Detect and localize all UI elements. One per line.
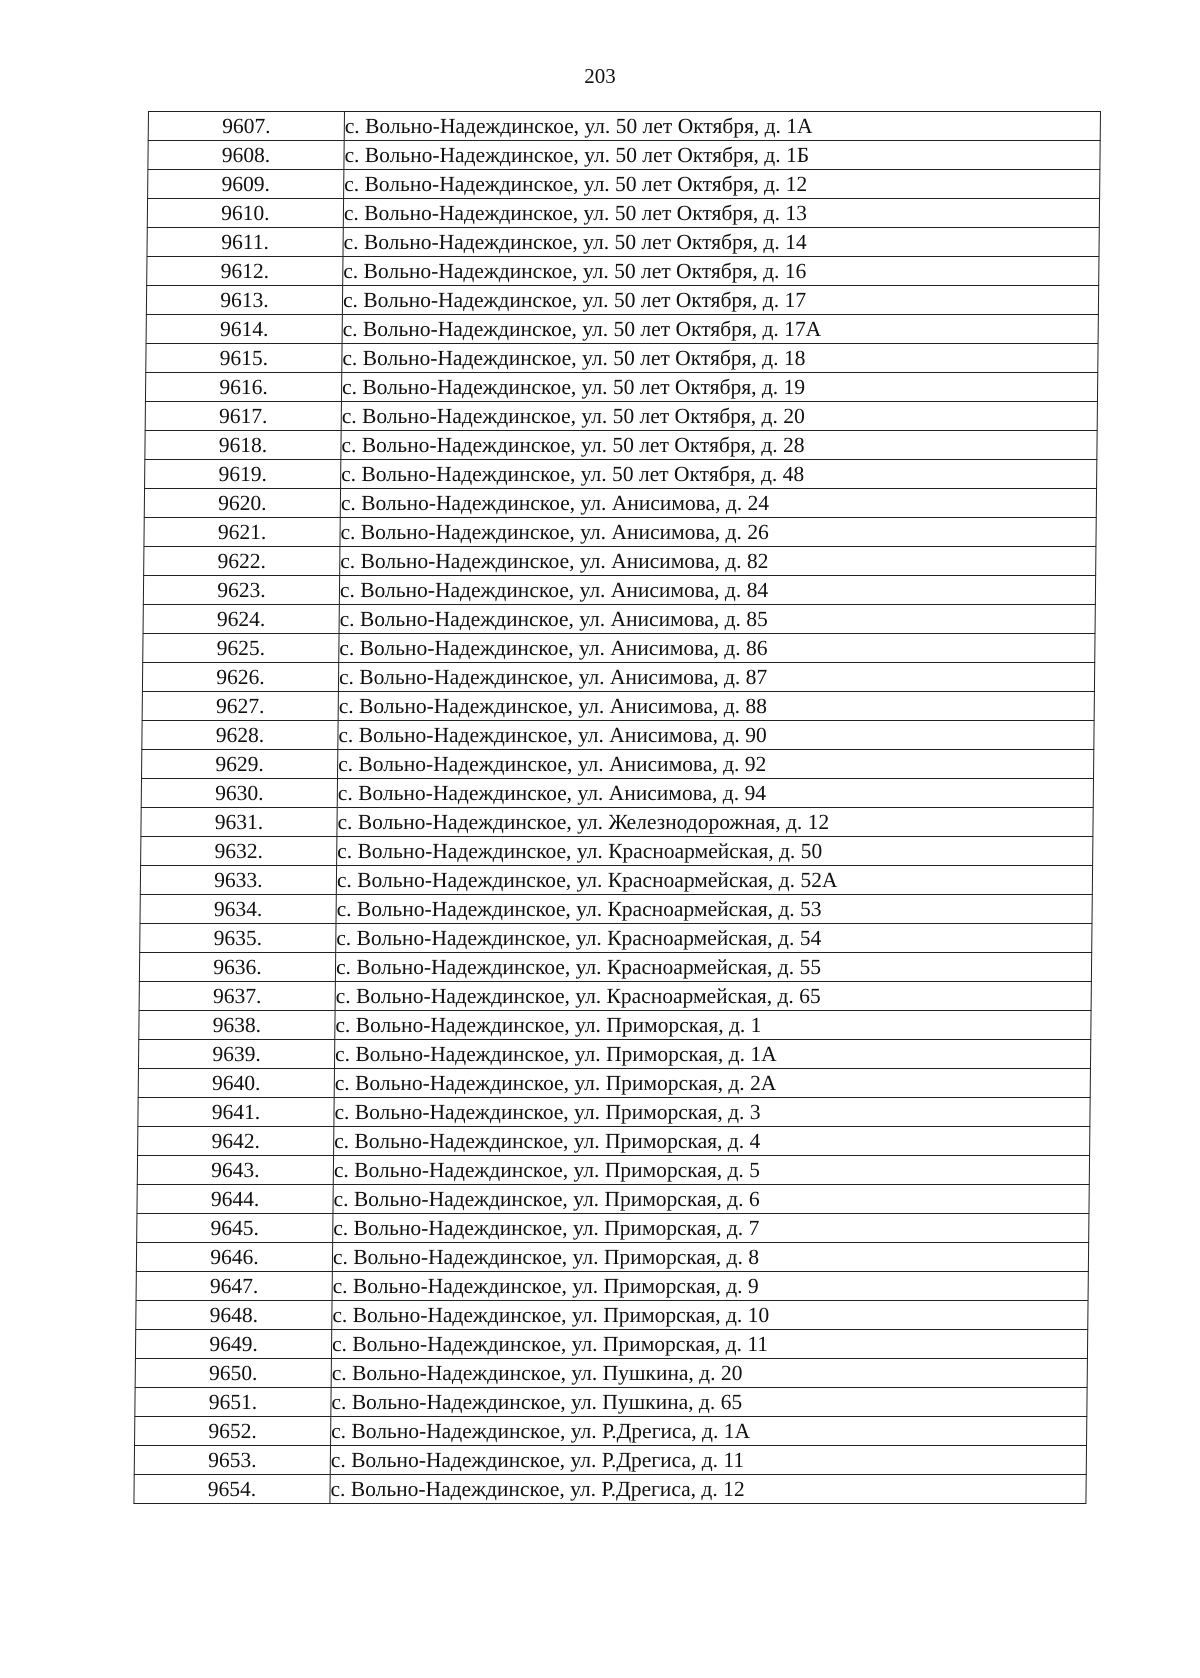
table-row: [146, 286, 1098, 315]
table-row: [144, 547, 1096, 576]
table-row: [142, 721, 1094, 750]
table-row: [135, 1359, 1087, 1388]
row-address: с. Вольно-Надеждинское, ул. Анисимова, д. 82: [340, 547, 1096, 576]
table-row: [135, 1330, 1087, 1359]
row-address: с. Вольно-Надеждинское, ул. 50 лет Октября, д. 17: [342, 286, 1098, 315]
row-number: 9620.: [144, 489, 340, 518]
table-row: [141, 779, 1093, 808]
table-row: [147, 257, 1099, 286]
row-number: 9654.: [134, 1475, 330, 1504]
row-number: 9645.: [137, 1214, 333, 1243]
table-row: [142, 750, 1094, 779]
table-row: [137, 1156, 1089, 1185]
row-address: с. Вольно-Надеждинское, ул. Приморская, д. 4: [334, 1127, 1090, 1156]
row-address: с. Вольно-Надеждинское, ул. Железнодорожная, д. 12: [337, 808, 1093, 837]
row-number: 9623.: [143, 576, 339, 605]
row-address: с. Вольно-Надеждинское, ул. Приморская, д. 7: [333, 1214, 1089, 1243]
row-address: с. Вольно-Надеждинское, ул. Красноармейская, д. 53: [336, 895, 1092, 924]
table-row: [144, 489, 1096, 518]
table-row: [140, 924, 1092, 953]
table-row: [138, 1069, 1090, 1098]
row-number: 9611.: [147, 228, 343, 257]
row-number: 9629.: [142, 750, 338, 779]
row-number: 9634.: [140, 895, 336, 924]
table-row: [135, 1417, 1087, 1446]
row-address: с. Вольно-Надеждинское, ул. Анисимова, д. 86: [339, 634, 1095, 663]
table-row: [140, 866, 1092, 895]
row-address: с. Вольно-Надеждинское, ул. 50 лет Октября, д. 1А: [344, 112, 1100, 141]
row-address: с. Вольно-Надеждинское, ул. Пушкина, д. 65: [331, 1388, 1087, 1417]
row-number: 9624.: [143, 605, 339, 634]
table-row: [146, 315, 1098, 344]
row-address: с. Вольно-Надеждинское, ул. Приморская, д. 1: [335, 1011, 1091, 1040]
table-row: [138, 1098, 1090, 1127]
row-number: 9616.: [145, 373, 341, 402]
row-number: 9609.: [148, 170, 344, 199]
row-address: с. Вольно-Надеждинское, ул. Р.Дрегиса, д. 12: [330, 1475, 1086, 1504]
row-address: с. Вольно-Надеждинское, ул. Р.Дрегиса, д. 1А: [331, 1417, 1087, 1446]
row-number: 9630.: [141, 779, 337, 808]
row-address: с. Вольно-Надеждинское, ул. Анисимова, д. 94: [337, 779, 1093, 808]
table-row: [144, 518, 1096, 547]
row-number: 9618.: [145, 431, 341, 460]
row-number: 9637.: [139, 982, 335, 1011]
table-row: [148, 112, 1100, 141]
table-row: [134, 1446, 1086, 1475]
row-number: 9639.: [138, 1040, 334, 1069]
table-row: [147, 199, 1099, 228]
row-address: с. Вольно-Надеждинское, ул. 50 лет Октября, д. 18: [342, 344, 1098, 373]
table-row: [139, 953, 1091, 982]
table-row: [145, 373, 1097, 402]
row-number: 9642.: [138, 1127, 334, 1156]
row-number: 9626.: [142, 663, 338, 692]
table-row: [134, 1475, 1086, 1504]
row-number: 9614.: [146, 315, 342, 344]
row-address: с. Вольно-Надеждинское, ул. 50 лет Октября, д. 14: [343, 228, 1099, 257]
row-number: 9651.: [135, 1388, 331, 1417]
table-row: [139, 982, 1091, 1011]
row-number: 9613.: [146, 286, 342, 315]
table-row: [145, 402, 1097, 431]
row-number: 9608.: [148, 141, 344, 170]
table-row: [145, 460, 1097, 489]
row-address: с. Вольно-Надеждинское, ул. Красноармейская, д. 55: [335, 953, 1091, 982]
row-number: 9646.: [136, 1243, 332, 1272]
row-address: с. Вольно-Надеждинское, ул. Пушкина, д. 20: [331, 1359, 1087, 1388]
row-address: с. Вольно-Надеждинское, ул. Красноармейская, д. 52А: [336, 866, 1092, 895]
row-number: 9619.: [145, 460, 341, 489]
row-address: с. Вольно-Надеждинское, ул. 50 лет Октября, д. 12: [344, 170, 1100, 199]
row-address: с. Вольно-Надеждинское, ул. Приморская, д. 6: [333, 1185, 1089, 1214]
table-row: [137, 1214, 1089, 1243]
row-number: 9632.: [141, 837, 337, 866]
row-address: с. Вольно-Надеждинское, ул. Анисимова, д. 88: [338, 692, 1094, 721]
row-address: с. Вольно-Надеждинское, ул. Анисимова, д. 92: [338, 750, 1094, 779]
table-row: [139, 1011, 1091, 1040]
row-address: с. Вольно-Надеждинское, ул. 50 лет Октября, д. 19: [341, 373, 1097, 402]
row-address: с. Вольно-Надеждинское, ул. Приморская, д. 5: [333, 1156, 1089, 1185]
table-row: [141, 837, 1093, 866]
row-number: 9607.: [148, 112, 344, 141]
row-address: с. Вольно-Надеждинское, ул. Приморская, д. 3: [334, 1098, 1090, 1127]
row-number: 9628.: [142, 721, 338, 750]
table-row: [136, 1243, 1088, 1272]
row-address: с. Вольно-Надеждинское, ул. Приморская, д. 11: [331, 1330, 1087, 1359]
table-row: [142, 663, 1094, 692]
table-row: [143, 576, 1095, 605]
row-address: с. Вольно-Надеждинское, ул. Анисимова, д. 84: [339, 576, 1095, 605]
row-number: 9653.: [134, 1446, 330, 1475]
table-row: [145, 431, 1097, 460]
table-row: [143, 634, 1095, 663]
row-address: с. Вольно-Надеждинское, ул. Анисимова, д. 26: [340, 518, 1096, 547]
row-address: с. Вольно-Надеждинское, ул. Анисимова, д. 24: [340, 489, 1096, 518]
page-number: 203: [584, 64, 616, 88]
row-number: 9615.: [146, 344, 342, 373]
row-address: с. Вольно-Надеждинское, ул. 50 лет Октября, д. 16: [343, 257, 1099, 286]
row-number: 9627.: [142, 692, 338, 721]
row-number: 9636.: [139, 953, 335, 982]
row-number: 9648.: [136, 1301, 332, 1330]
table-row: [141, 808, 1093, 837]
row-number: 9643.: [137, 1156, 333, 1185]
row-address: с. Вольно-Надеждинское, ул. Приморская, д. 1А: [334, 1040, 1090, 1069]
row-number: 9647.: [136, 1272, 332, 1301]
row-address: с. Вольно-Надеждинское, ул. Приморская, д. 10: [332, 1301, 1088, 1330]
address-table-body: [134, 112, 1101, 1504]
row-number: 9641.: [138, 1098, 334, 1127]
row-number: 9617.: [145, 402, 341, 431]
row-address: с. Вольно-Надеждинское, ул. 50 лет Октября, д. 28: [341, 431, 1097, 460]
table-row: [148, 170, 1100, 199]
row-address: с. Вольно-Надеждинское, ул. Приморская, д. 8: [332, 1243, 1088, 1272]
table-row: [140, 895, 1092, 924]
row-address: с. Вольно-Надеждинское, ул. Приморская, д. 9: [332, 1272, 1088, 1301]
table-row: [147, 228, 1099, 257]
row-address: с. Вольно-Надеждинское, ул. 50 лет Октября, д. 48: [341, 460, 1097, 489]
row-number: 9644.: [137, 1185, 333, 1214]
row-number: 9652.: [135, 1417, 331, 1446]
address-table: [133, 111, 1101, 1504]
table-row: [148, 141, 1100, 170]
row-number: 9640.: [138, 1069, 334, 1098]
row-address: с. Вольно-Надеждинское, ул. Анисимова, д. 87: [338, 663, 1094, 692]
row-address: с. Вольно-Надеждинское, ул. 50 лет Октября, д. 20: [341, 402, 1097, 431]
table-row: [136, 1272, 1088, 1301]
row-address: с. Вольно-Надеждинское, ул. 50 лет Октября, д. 13: [343, 199, 1099, 228]
row-number: 9625.: [143, 634, 339, 663]
table-row: [136, 1301, 1088, 1330]
row-number: 9635.: [140, 924, 336, 953]
table-row: [143, 605, 1095, 634]
row-address: с. Вольно-Надеждинское, ул. Красноармейская, д. 50: [337, 837, 1093, 866]
row-number: 9622.: [144, 547, 340, 576]
row-address: с. Вольно-Надеждинское, ул. 50 лет Октября, д. 1Б: [344, 141, 1100, 170]
row-address: с. Вольно-Надеждинское, ул. 50 лет Октября, д. 17А: [342, 315, 1098, 344]
row-address: с. Вольно-Надеждинское, ул. Р.Дрегиса, д. 11: [330, 1446, 1086, 1475]
row-number: 9638.: [139, 1011, 335, 1040]
row-address: с. Вольно-Надеждинское, ул. Красноармейская, д. 65: [335, 982, 1091, 1011]
row-address: с. Вольно-Надеждинское, ул. Анисимова, д. 90: [338, 721, 1094, 750]
table-row: [138, 1127, 1090, 1156]
row-number: 9649.: [135, 1330, 331, 1359]
row-number: 9612.: [147, 257, 343, 286]
row-number: 9633.: [140, 866, 336, 895]
table-row: [146, 344, 1098, 373]
row-number: 9631.: [141, 808, 337, 837]
table-row: [138, 1040, 1090, 1069]
table-row: [135, 1388, 1087, 1417]
row-address: с. Вольно-Надеждинское, ул. Приморская, д. 2А: [334, 1069, 1090, 1098]
row-number: 9650.: [135, 1359, 331, 1388]
table-row: [137, 1185, 1089, 1214]
row-number: 9610.: [147, 199, 343, 228]
row-address: с. Вольно-Надеждинское, ул. Анисимова, д. 85: [339, 605, 1095, 634]
row-number: 9621.: [144, 518, 340, 547]
row-address: с. Вольно-Надеждинское, ул. Красноармейская, д. 54: [336, 924, 1092, 953]
table-row: [142, 692, 1094, 721]
